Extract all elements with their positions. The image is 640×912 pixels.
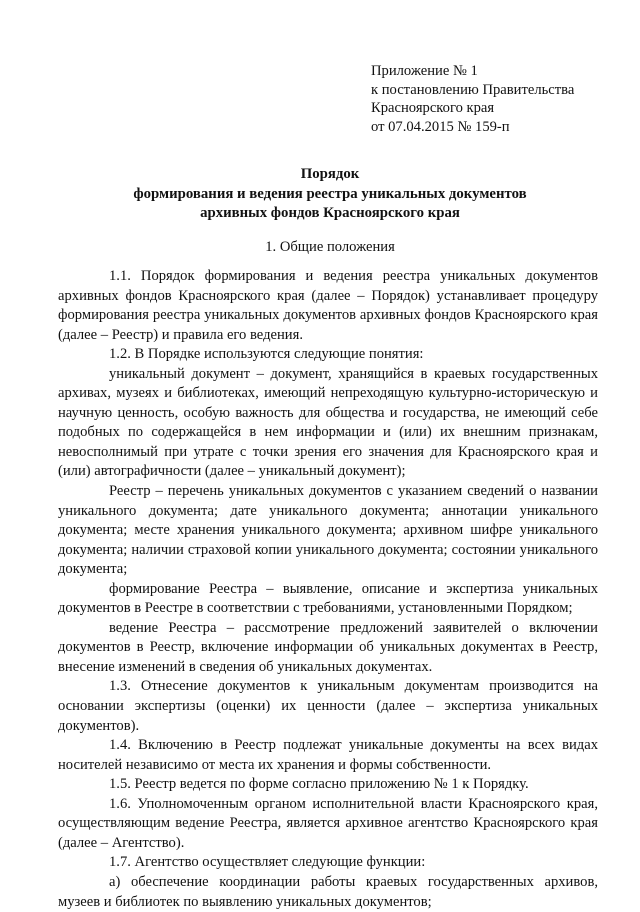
- section-heading: 1. Общие положения: [265, 239, 395, 255]
- paragraph: 1.1. Порядок формирования и ведения реестра уникальных документов архивных фондов Красноярского края (далее – Порядок) устанавливает процедуру формирования реестра уникальных документов архивных фондов Красноярского края (далее – Реестр) и правила его ведения.: [58, 268, 598, 343]
- appendix-line: Красноярского края: [371, 100, 495, 117]
- paragraph: а) обеспечение координации работы краевых государственных архивов, музеев и библиотек по выявлению уникальных документов;: [58, 873, 598, 910]
- document-title: [60, 165, 600, 224]
- paragraph: 1.3. Отнесение документов к уникальным документам производится на основании экспертизы (оценки) их ценности (далее – экспертиза уникальных документов).: [58, 678, 598, 734]
- paragraph: уникальный документ – документ, хранящийся в краевых государственных архивах, музеях и библиотеках, имеющий непреходящую культурно-историческую и научную ценность, особую важность для общества и государства, не имеющий себе подобных по содержащейся в нем информации и (или) их внешним признакам, невосполнимый при утрате с точки зрения его значения для Красноярского края и (или) автографичности (далее – уникальный документ);: [58, 365, 598, 480]
- paragraph: Реестр – перечень уникальных документов с указанием сведений о названии уникального документа; дате уникального документа; аннотации уникального документа; месте хранения уникального документа; архивном шифре уникального документа; наличии страховой копии уникального документа; состоянии уникального документа;: [58, 483, 598, 578]
- paragraph: ведение Реестра – рассмотрение предложений заявителей о включении документов в Реестр, включение информации об уникальных документах в Реестр, внесение изменений в сведения об уникальных документах.: [58, 619, 598, 675]
- paragraph: 1.7. Агентство осуществляет следующие функции:: [109, 854, 426, 871]
- paragraph: 1.2. В Порядке используются следующие понятия:: [109, 346, 424, 363]
- title-line: формирования и ведения реестра уникальных документов: [133, 185, 527, 202]
- paragraph: 1.4. Включению в Реестр подлежат уникальные документы на всех видах носителей независимо от места их хранения и формы собственности.: [58, 737, 598, 773]
- document-body: [58, 267, 598, 912]
- appendix-line: к постановлению Правительства: [371, 81, 575, 98]
- appendix-line: от 07.04.2015 № 159-п: [371, 118, 510, 135]
- title-line: архивных фондов Красноярского края: [200, 205, 460, 221]
- paragraph: 1.6. Уполномоченным органом исполнительной власти Красноярского края, осуществляющим ведение Реестра, является архивное агентство Красноярского края (далее – Агентство).: [58, 795, 598, 851]
- title-line: Порядок: [300, 166, 360, 182]
- appendix-line: Приложение № 1: [371, 63, 478, 79]
- paragraph: 1.5. Реестр ведется по форме согласно приложению № 1 к Порядку.: [109, 776, 529, 793]
- appendix-block: [371, 62, 621, 136]
- paragraph: формирование Реестра – выявление, описание и экспертиза уникальных документов в Реестре в соответствии с требованиями, установленными Порядком;: [58, 580, 598, 617]
